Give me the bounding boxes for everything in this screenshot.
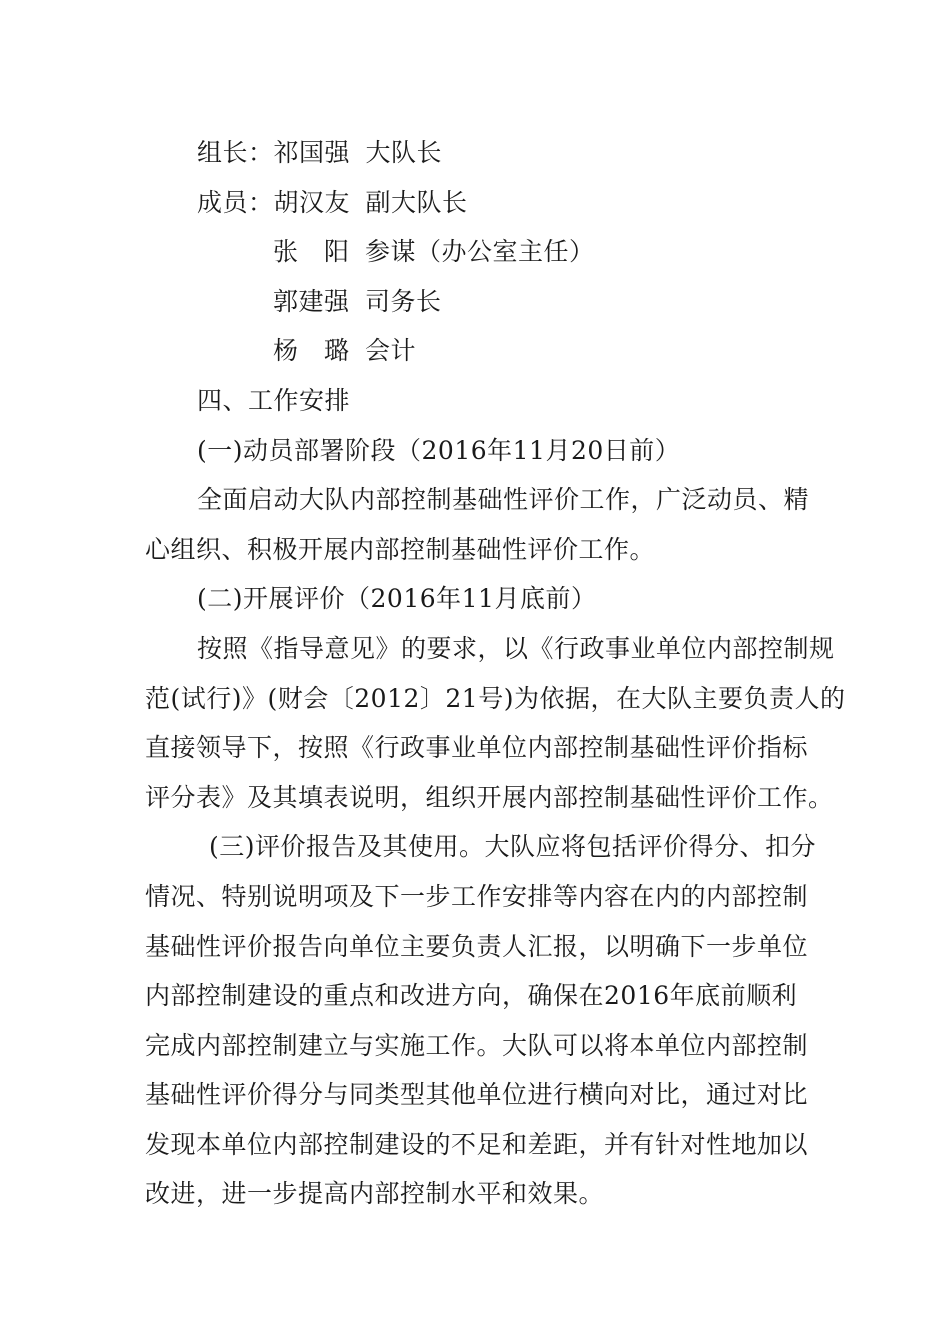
members-label: 成员： — [197, 187, 274, 217]
member-name: 胡汉友 — [273, 187, 351, 217]
phase3-line: 内部控制建设的重点和改进方向，确保在2016年底前顺利 — [145, 981, 798, 1011]
roster-member-line — [145, 326, 810, 376]
member-name: 郭建强 — [273, 286, 350, 316]
phase2-line: 范(试行)》(财会〔2012〕21号)为依据，在大队主要负责人的 — [145, 683, 846, 713]
member-title: 司务长 — [365, 286, 442, 316]
phase3-line: 情况、特别说明项及下一步工作安排等内容在内的内部控制 — [145, 881, 809, 911]
phase3-line: 改进，进一步提高内部控制水平和效果。 — [145, 1179, 605, 1209]
roster-leader-line — [145, 128, 810, 178]
phase1-line: 全面启动大队内部控制基础性评价工作，广泛动员、精 — [197, 485, 810, 515]
leader-label: 组长： — [197, 138, 274, 167]
member-name: 张 阳 — [273, 237, 350, 267]
phase3-line: 基础性评价得分与同类型其他单位进行横向对比，通过对比 — [145, 1080, 809, 1110]
roster-member-line — [145, 178, 810, 228]
section-heading: 四、工作安排 — [197, 385, 351, 415]
phase3-line: 完成内部控制建立与实施工作。大队可以将本单位内部控制 — [145, 1030, 809, 1060]
phase1-line: 心组织、积极开展内部控制基础性评价工作。 — [145, 534, 656, 564]
phase2-line: 直接领导下，按照《行政事业单位内部控制基础性评价指标 — [145, 733, 809, 763]
phase2-line: 评分表》及其填表说明，组织开展内部控制基础性评价工作。 — [145, 782, 834, 812]
roster-member-line — [145, 277, 810, 327]
phase3-line: 基础性评价报告向单位主要负责人汇报，以明确下一步单位 — [145, 931, 809, 961]
phase3-line: (三)评价报告及其使用。大队应将包括评价得分、扣分 — [209, 832, 817, 862]
member-title: 会计 — [365, 336, 417, 366]
leader-name: 祁国强 — [273, 138, 351, 167]
phase3-line: 发现本单位内部控制建设的不足和差距，并有针对性地加以 — [145, 1129, 809, 1159]
member-title: 参谋（办公室主任） — [365, 237, 595, 267]
phase1-heading: (一)动员部署阶段（2016年11月20日前） — [197, 435, 681, 465]
leader-title: 大队长 — [365, 138, 443, 167]
member-title: 副大队长 — [365, 187, 468, 217]
phase2-line: 按照《指导意见》的要求，以《行政事业单位内部控制规 — [197, 633, 835, 663]
phase2-heading: (二)开展评价（2016年11月底前） — [197, 584, 597, 614]
roster-member-line — [145, 227, 810, 277]
member-name: 杨 璐 — [273, 336, 350, 366]
